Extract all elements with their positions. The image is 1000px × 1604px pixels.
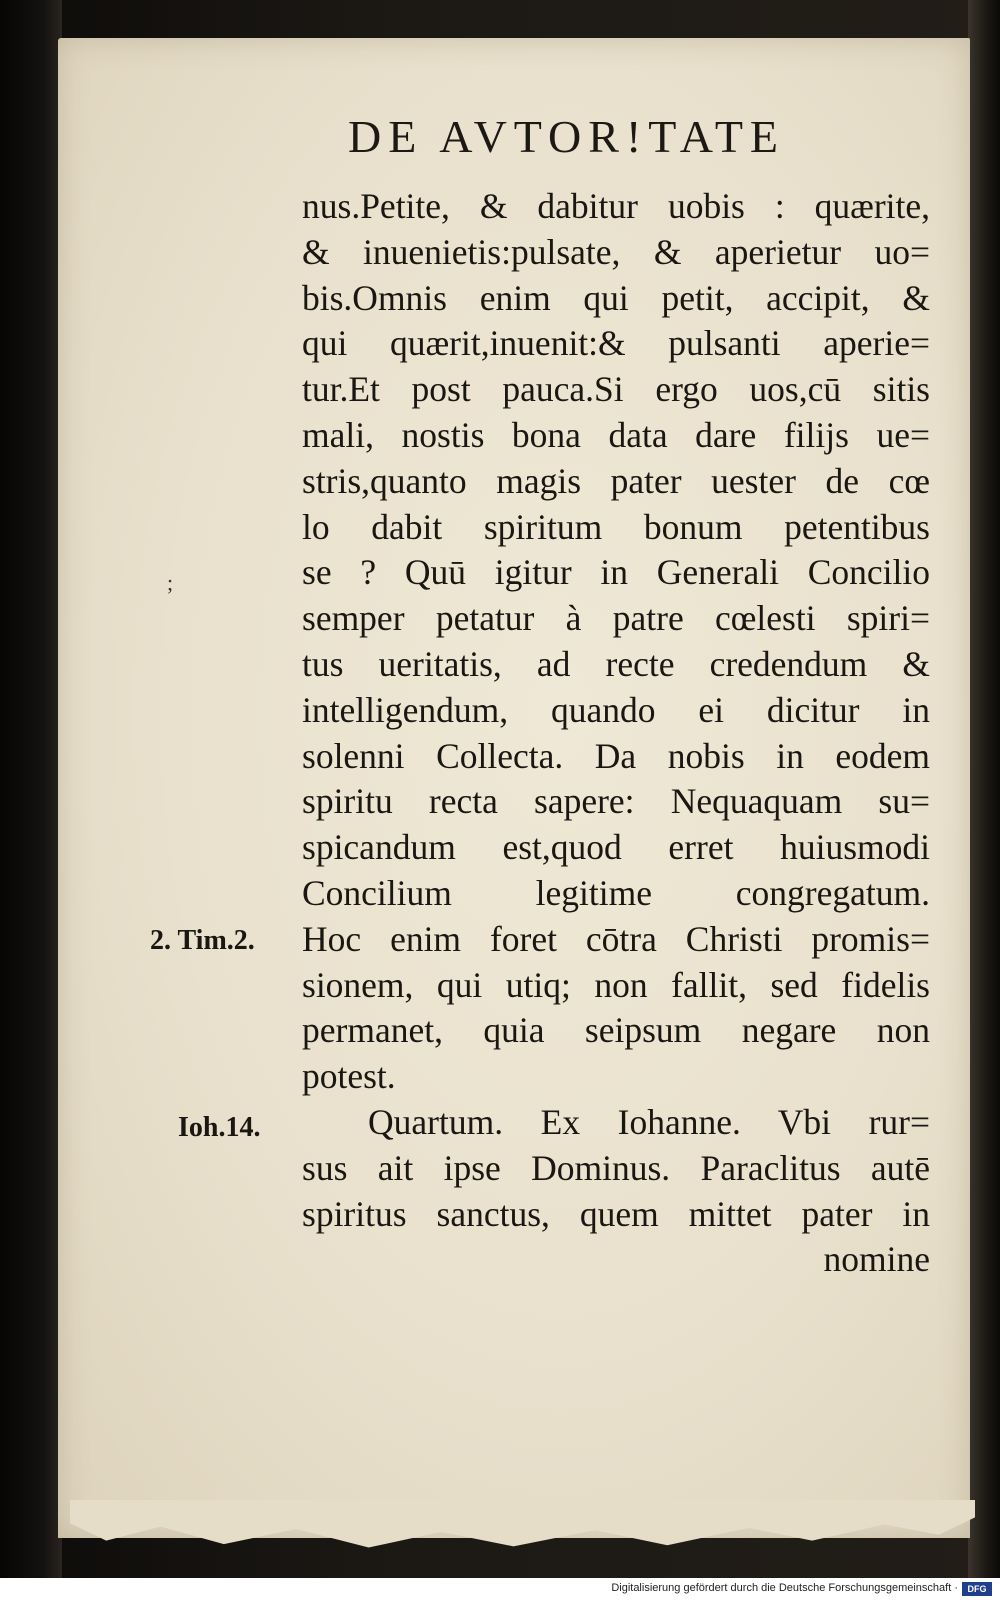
- book-right-edge: [968, 0, 1000, 1578]
- text-line: tus ueritatis, ad recte credendum &: [302, 643, 930, 684]
- text-line: Quartum. Ex Iohanne. Vbi rur=: [368, 1101, 930, 1142]
- text-line: se ? Quū igitur in Generali Concilio: [302, 552, 930, 593]
- text-line: semper petatur à patre cœlesti spiri=: [302, 598, 930, 639]
- text-line: sionem, qui utiq; non fallit, sed fidelis: [302, 964, 930, 1005]
- text-line: Concilium legitime congregatum.: [302, 872, 930, 913]
- text-line: tur.Et post pauca.Si ergo uos,cū sitis: [302, 369, 930, 410]
- text-line: lo dabit spiritum bonum petentibus: [302, 506, 930, 547]
- text-line: & inuenietis:pulsate, & aperietur uo=: [302, 231, 930, 272]
- margin-note-2-tim: 2. Tim.2.: [150, 925, 255, 956]
- catchword: nomine: [823, 1239, 930, 1280]
- book-spine-edge: [0, 0, 62, 1578]
- text-line: bis.Omnis enim qui petit, accipit, &: [302, 277, 930, 318]
- dfg-logo: DFG: [962, 1582, 992, 1596]
- footer-credit: Digitalisierung gefördert durch die Deutsche Forschungsgemeinschaft ·: [611, 1582, 958, 1594]
- text-line: mali, nostis bona data dare filijs ue=: [302, 414, 930, 455]
- margin-note-ioh: Ioh.14.: [178, 1112, 261, 1143]
- text-line: potest.: [302, 1056, 396, 1097]
- text-line: nus.Petite, & dabitur uobis : quærite,: [302, 186, 930, 226]
- text-line: Hoc enim foret cōtra Christi promis=: [302, 918, 930, 959]
- text-line: spicandum est,quod erret huiusmodi: [302, 827, 930, 868]
- text-line: intelligendum, quando ei dicitur in: [302, 689, 930, 730]
- text-line: spiritu recta sapere: Nequaquam su=: [302, 781, 930, 822]
- margin-stray-mark: ;: [167, 570, 174, 595]
- running-header: DE AVTOR!TATE: [348, 111, 786, 162]
- text-line: spiritus sanctus, quem mittet pater in: [302, 1193, 930, 1234]
- text-line: stris,quanto magis pater uester de cœ: [302, 460, 930, 501]
- text-line: qui quærit,inuenit:& pulsanti aperie=: [302, 323, 930, 364]
- text-line: sus ait ipse Dominus. Paraclitus autē: [302, 1147, 930, 1188]
- text-line: solenni Collecta. Da nobis in eodem: [302, 735, 930, 776]
- text-line: permanet, quia seipsum negare non: [302, 1010, 930, 1051]
- body-text-block: [302, 184, 930, 1283]
